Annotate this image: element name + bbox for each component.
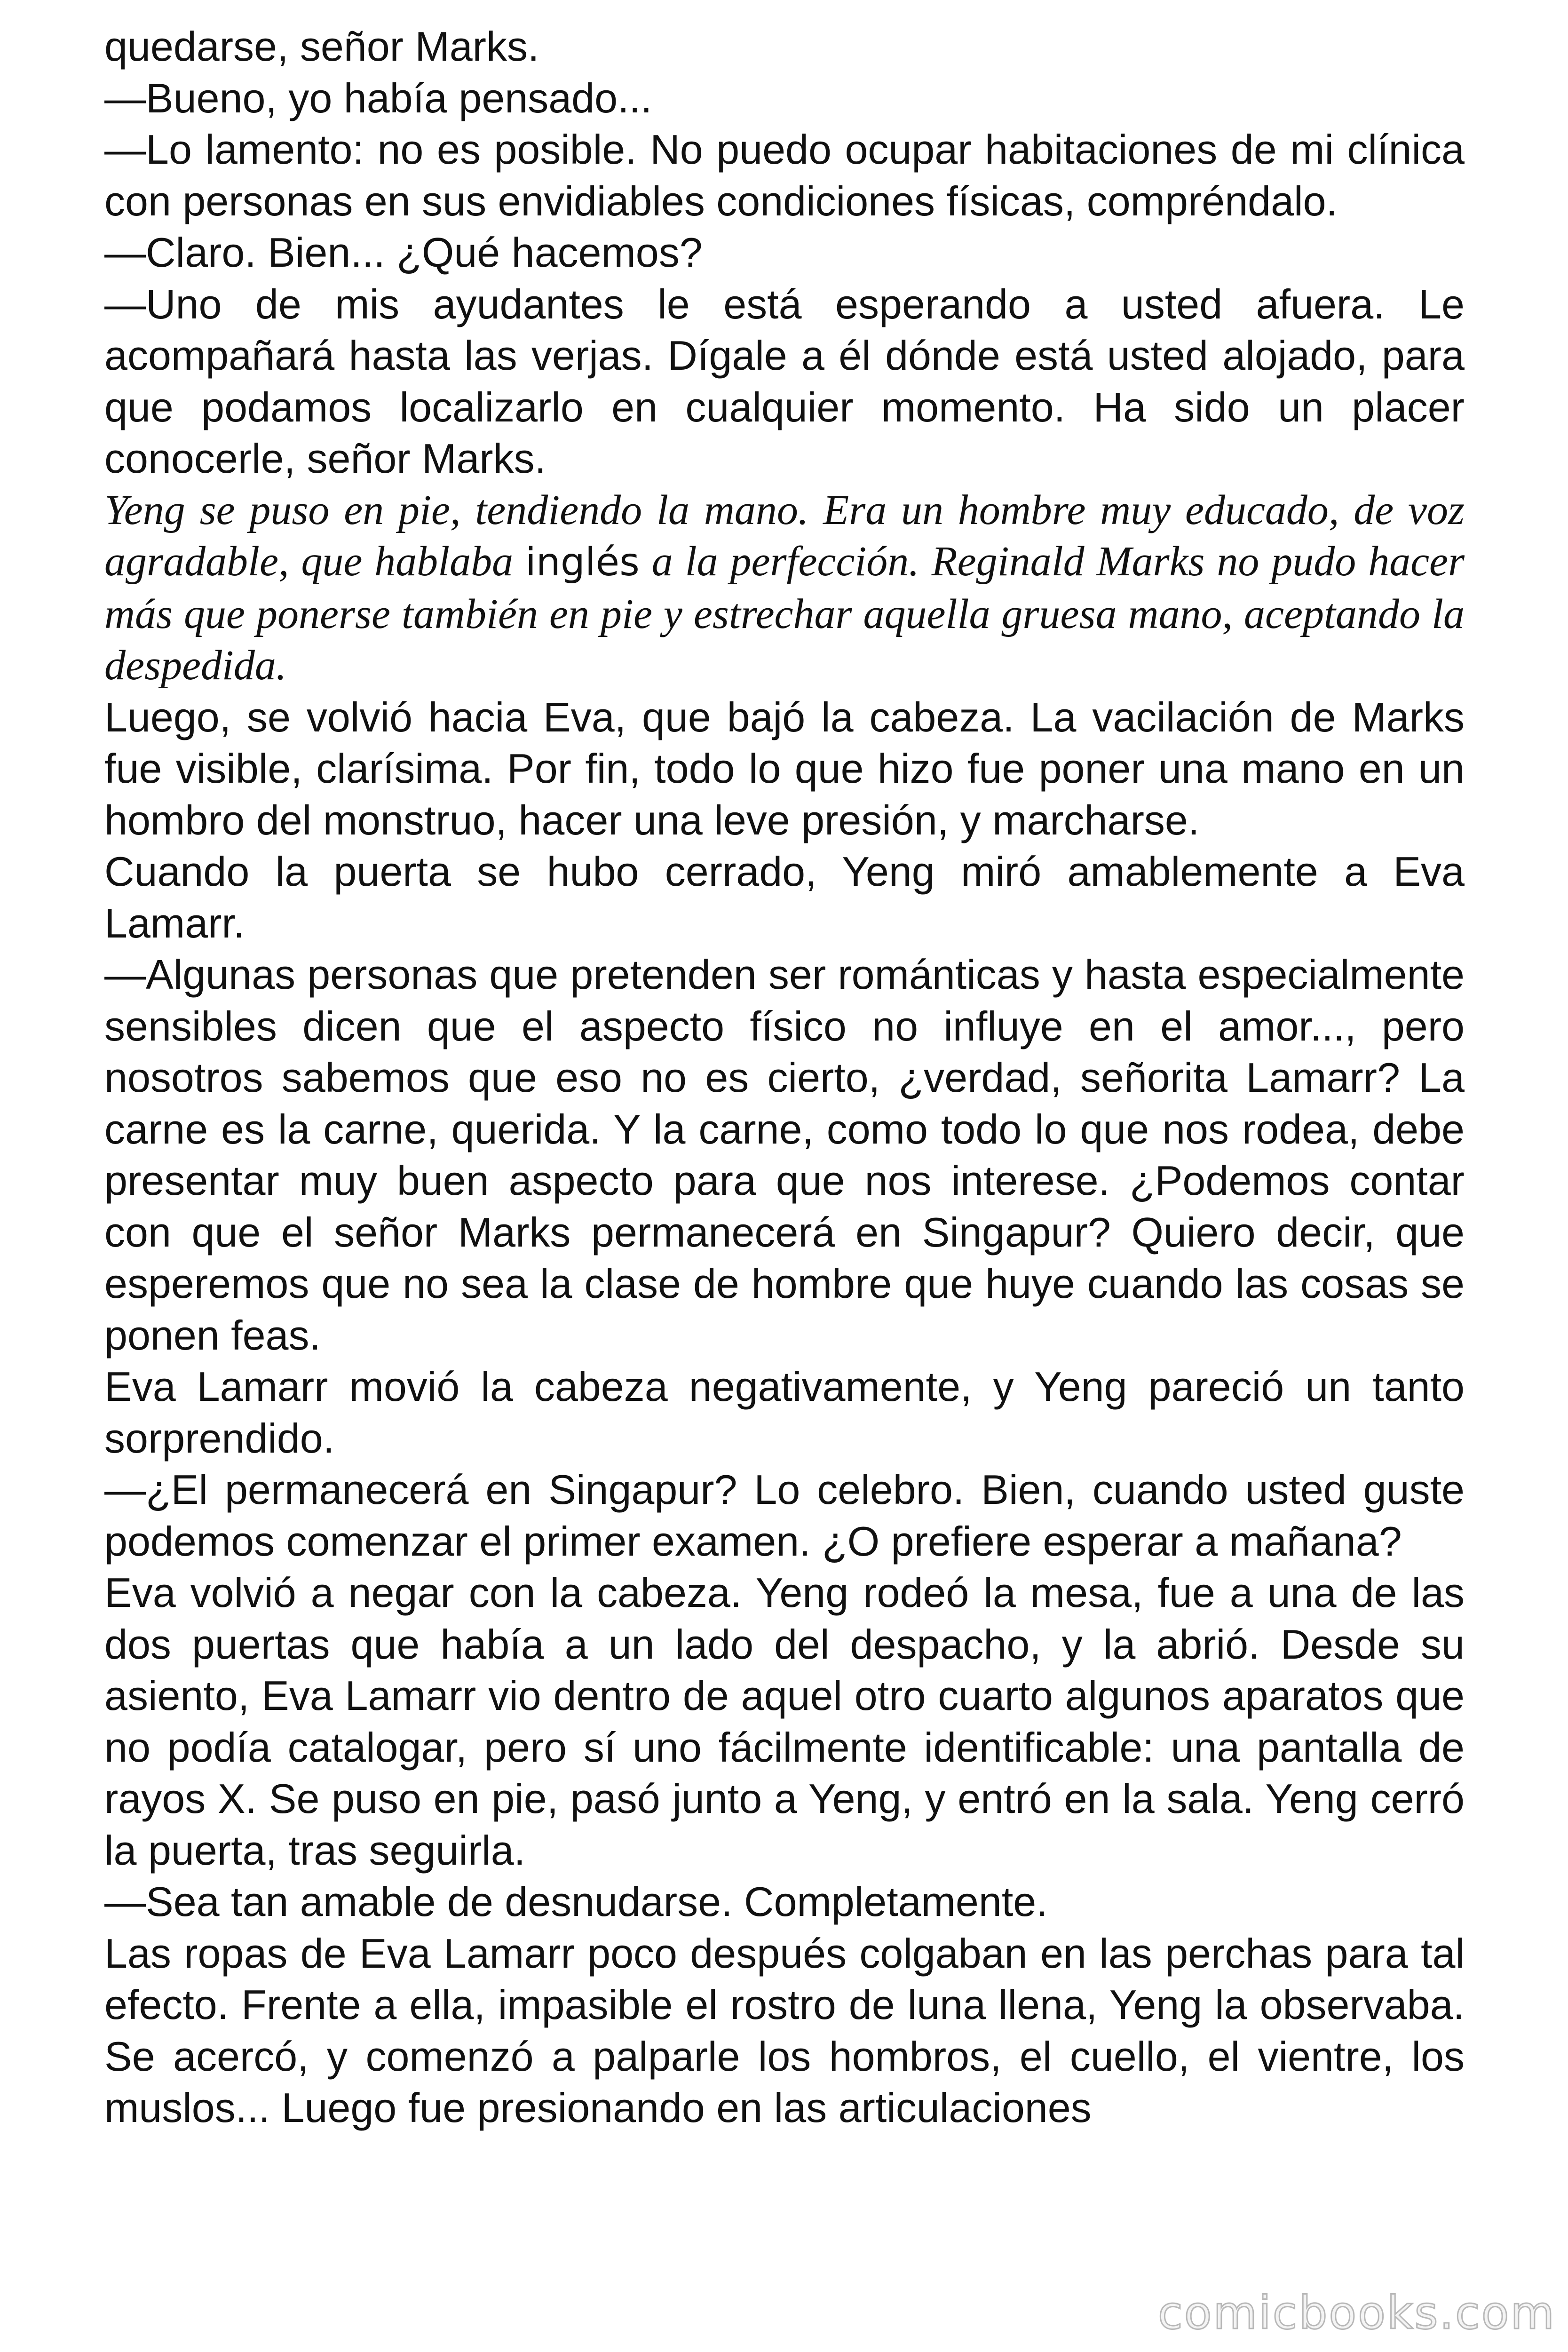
upright-word: inglés	[525, 540, 640, 585]
paragraph: Las ropas de Eva Lamarr poco después colgaban en las perchas para tal efecto. Frente a ella, impasible el rostro de luna llena, Yeng la observaba. Se acercó, y comenzó a palparle los hombros, el cuello, el vientre, los muslos... Luego fue presionando en las articulaciones	[104, 1930, 1465, 2131]
italic-narration-paragraph	[104, 485, 1465, 691]
paragraph: —Bueno, yo había pensado...	[104, 74, 652, 121]
paragraph: —Claro. Bien... ¿Qué hacemos?	[104, 229, 703, 276]
paragraph: —Uno de mis ayudantes le está esperando a usted afuera. Le acompañará hasta las verjas. Dígale a él dónde está usted alojado, para que podamos localizarlo en cualquier momento. Ha sido un placer conocerle, señor Marks.	[104, 280, 1465, 482]
paragraph: Eva Lamarr movió la cabeza negativamente, y Yeng pareció un tanto sorprendido.	[104, 1363, 1465, 1462]
paragraph: Eva volvió a negar con la cabeza. Yeng rodeó la mesa, fue a una de las dos puertas que había a un lado del despacho, y la abrió. Desde su asiento, Eva Lamarr vio dentro de aquel otro cuarto algunos aparatos que no podía catalogar, pero sí uno fácilmente identificable: una pantalla de rayos X. Se puso en pie, pasó junto a Yeng, y entró en la sala. Yeng cerró la puerta, tras seguirla.	[104, 1569, 1465, 1874]
paragraph: —¿El permanecerá en Singapur? Lo celebro. Bien, cuando usted guste podemos comenzar el primer examen. ¿O prefiere esperar a mañana?	[104, 1466, 1465, 1565]
italic-text: Yeng se puso en pie, tendiendo la mano. Era un hombre muy educado, de voz agradable, que hablaba	[104, 486, 1465, 585]
paragraph: —Sea tan amable de desnudarse. Completamente.	[104, 1878, 1048, 1925]
document-body	[104, 21, 1465, 2134]
paragraph: —Algunas personas que pretenden ser románticas y hasta especialmente sensibles dicen que el aspecto físico no influye en el amor..., pero nosotros sabemos que eso no es cierto, ¿verdad, señorita Lamarr? La carne es la carne, querida. Y la carne, como todo lo que nos rodea, debe presentar muy buen aspecto para que nos interese. ¿Podemos contar con que el señor Marks permanecerá en Singapur? Quiero decir, que esperemos que no sea la clase de hombre que huye cuando las cosas se ponen feas.	[104, 951, 1465, 1359]
paragraph: Cuando la puerta se hubo cerrado, Yeng miró amablemente a Eva Lamarr.	[104, 848, 1465, 946]
paragraph: Luego, se volvió hacia Eva, que bajó la cabeza. La vacilación de Marks fue visible, clarísima. Por fin, todo lo que hizo fue poner una mano en un hombro del monstruo, hacer una leve presión, y marcharse.	[104, 693, 1465, 843]
paragraph: quedarse, señor Marks.	[104, 23, 539, 70]
italic-text: a la perfección. Reginald Marks no pudo hacer más que ponerse también en pie y estrechar aquella gruesa mano, aceptando la despedida.	[104, 538, 1465, 689]
paragraph: —Lo lamento: no es posible. No puedo ocupar habitaciones de mi clínica con personas en sus envidiables condiciones físicas, compréndalo.	[104, 126, 1465, 224]
watermark: comicbooks.com	[1158, 2287, 1556, 2339]
